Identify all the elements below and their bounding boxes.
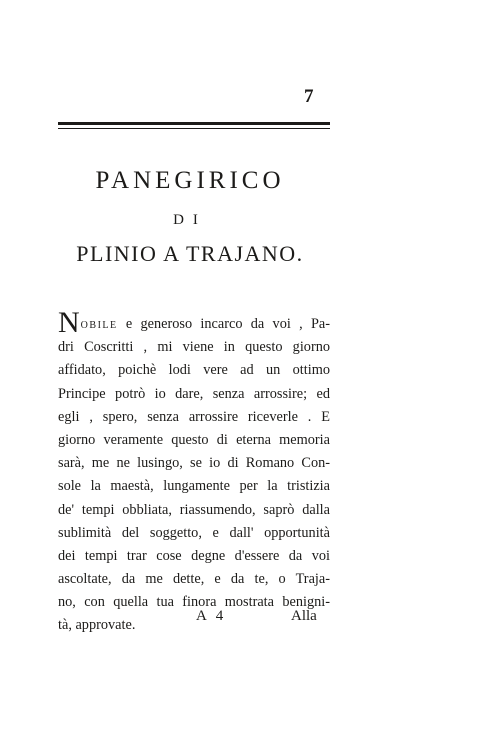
page-number: 7: [304, 86, 314, 107]
body-line: de' tempi obbliata, riassumendo, saprò dalla: [58, 501, 330, 518]
body-line: sarà, me ne lusingo, se io di Romano Con-: [58, 455, 330, 472]
title-line-2: DI: [173, 212, 207, 228]
body-line: tà, approvate.: [58, 617, 136, 634]
body-text: [58, 306, 330, 638]
body-line: [58, 306, 330, 339]
body-line: affidato, poichè lodi vere ad un ottimo: [58, 362, 330, 379]
signature-mark: A 4: [196, 608, 227, 624]
body-line: dei tempi trar cose degne d'essere da voi: [58, 547, 330, 564]
header-rule-thin: [58, 128, 330, 129]
first-word-rest: obile: [80, 316, 118, 332]
body-line: Principe potrò io dare, senza arrossire; ed: [58, 385, 330, 402]
catchword: Alla: [291, 608, 317, 624]
body-line: sublimità del soggetto, e dall' opportunità: [58, 524, 330, 541]
body-line-1-text: e generoso incarco da voi , Pa-: [117, 316, 330, 332]
body-line: dri Coscritti , mi viene in questo giorno: [58, 339, 330, 356]
body-line: no, con quella tua finora mostrata benigni-: [58, 594, 330, 611]
body-line: sole la maestà, lungamente per la tristizia: [58, 478, 330, 495]
title-line-3: PLINIO A TRAJANO.: [76, 241, 304, 266]
title-line-1: PANEGIRICO: [95, 167, 285, 194]
body-line: giorno veramente questo di eterna memoria: [58, 431, 330, 448]
body-line: egli , spero, senza arrossire riceverle . E: [58, 408, 330, 425]
body-line: ascoltate, da me dette, e da te, o Traja-: [58, 571, 330, 588]
header-rule-thick: [58, 122, 330, 125]
drop-cap: N: [58, 306, 80, 339]
